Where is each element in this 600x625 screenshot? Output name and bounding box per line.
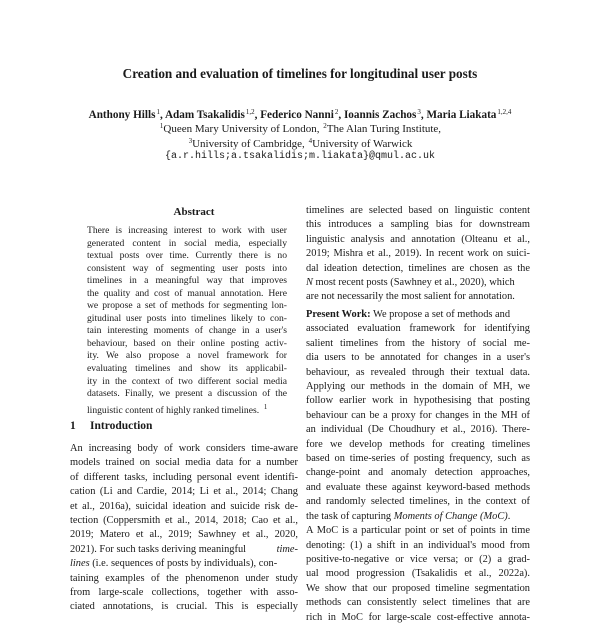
body-line: 2019; Matero et al., 2019; Sawhney et al., 2020, xyxy=(70,529,298,541)
body-line: ual mood progression (Tsakalidis et al., 2022a). xyxy=(306,568,530,580)
section-title: Introduction xyxy=(90,420,153,432)
affiliation-mark: 4 xyxy=(308,137,313,145)
body-line xyxy=(306,510,530,524)
affiliation-line xyxy=(0,137,600,150)
body-line: An increasing body of work considers time-aware xyxy=(70,443,298,454)
body-line: follow earlier work in hypothesising that posting xyxy=(306,395,530,407)
affiliation-text: Queen Mary University of London, xyxy=(163,123,323,135)
affiliation-mark: 3 xyxy=(188,137,193,145)
body-text-italic: lines xyxy=(70,558,90,570)
present-work-paragraph xyxy=(306,308,530,625)
body-text: the task of capturing xyxy=(306,510,394,522)
body-line: change-point and anomaly detection approaches, xyxy=(306,467,530,479)
author-name: Anthony Hills xyxy=(88,109,156,121)
body-line: salient timelines from the history of social me- xyxy=(306,337,530,349)
body-text: 2021). For such tasks deriving meaningful xyxy=(70,543,247,555)
body-line xyxy=(70,543,298,557)
author-name: Ioannis Zachos xyxy=(343,109,417,121)
run-in-heading: Present Work: xyxy=(306,309,371,320)
body-line: et al., 2016a), suicidal ideation and suicide risk de- xyxy=(70,500,298,512)
author-affiliation-mark: 1,2,4 xyxy=(497,108,512,116)
footnote-mark: 1 xyxy=(263,402,268,411)
body-text: We propose a set of methods and xyxy=(370,309,511,320)
body-line: cation (Li and Cardie, 2014; Li et al., 2014; Chang xyxy=(70,486,298,498)
affiliation-text: The Alan Turing Institute, xyxy=(326,123,442,135)
body-line: methods can consistently select timelines that are xyxy=(306,597,530,609)
body-line: associated evaluation framework for identifying xyxy=(306,323,530,335)
author-name: Maria Liakata xyxy=(426,109,497,121)
body-line: of different tasks, including personal event identifi- xyxy=(70,471,298,483)
introduction-body xyxy=(70,442,298,615)
author-list: Anthony Hills$^1$, Adam Tsakalidis$^{1,2}$, Federico Nanni$^2$, Ioannis Zachos$^3$, Maria Liakata$^{1,2,4}$ xyxy=(88,108,512,121)
body-line: We show that our proposed timeline segmentation xyxy=(306,582,530,594)
body-line: dia users to be annotated for changes in a user's xyxy=(306,352,530,364)
body-line: and randomly selected timelines, in the context of xyxy=(306,496,530,508)
paper-title: Creation and evaluation of timelines for longitudinal user posts xyxy=(122,66,478,81)
abstract-line: tain interesting moments of change in a user's xyxy=(87,325,287,337)
abstract-line: ity. We also propose a novel framework for xyxy=(87,350,287,362)
body-line: Applying our methods in the domain of MH, we xyxy=(306,381,530,393)
abstract-line: behaviour, based on their online posting activ- xyxy=(87,337,287,349)
abstract-heading: Abstract xyxy=(173,206,215,218)
body-line xyxy=(306,308,530,322)
body-line: behaviour, as revealed through their textual data. xyxy=(306,366,530,378)
affiliation-mark: 2 xyxy=(323,122,327,130)
body-line xyxy=(306,276,530,290)
body-text-italic: time- xyxy=(276,543,298,555)
body-line: linguistic analysis and annotation (Olteanu et al., xyxy=(306,233,530,245)
author-name: Adam Tsakalidis xyxy=(164,109,245,121)
abstract-text: linguistic content of highly ranked timelines. xyxy=(87,404,260,416)
body-line: taining examples of the phenomenon under study xyxy=(70,572,298,584)
section-number: 1 xyxy=(70,420,76,432)
section-heading-introduction xyxy=(70,420,152,432)
abstract-line: generated content in social media, especially xyxy=(87,237,287,249)
abstract-line: the quality and cost of manual annotation. Here xyxy=(87,287,287,299)
body-line: are not necessarily the most salient for annotation. xyxy=(306,291,515,303)
abstract-line: we propose a set of methods for segmenting lon- xyxy=(87,300,287,312)
abstract-body xyxy=(87,225,287,417)
body-line: ciated annotations, is crucial. This is especially xyxy=(70,601,298,613)
author-affiliation-mark: 3 xyxy=(417,108,421,116)
body-text: most recent posts (Sawhney et al., 2020), which xyxy=(312,277,515,289)
body-line: dal ideation detection, timelines are chosen as the xyxy=(306,262,530,274)
body-text: . xyxy=(507,510,511,522)
column-two-top-paragraph xyxy=(306,204,530,305)
affiliation-line xyxy=(0,122,600,135)
body-text: (i.e. sequences of posts by individuals), con- xyxy=(89,558,278,570)
affiliation-text: University of Cambridge, xyxy=(192,138,308,150)
abstract-line: evaluating timelines and show its applicabil- xyxy=(87,363,287,375)
body-line: tection (Coppersmith et al., 2014, 2018; Cao et al., xyxy=(70,515,298,527)
body-line: models trained on social media data for a number xyxy=(70,457,298,469)
author-name: Federico Nanni xyxy=(260,109,334,121)
abstract-line: There is increasing interest to work with user xyxy=(87,225,287,236)
body-line: and evaluate these against keyword-based methods xyxy=(306,481,530,493)
body-line: this introduces a sampling bias for downstream xyxy=(306,219,530,231)
body-line: fore we develop methods for creating timelines xyxy=(306,438,530,450)
affiliation-text: University of Warwick xyxy=(312,138,413,150)
body-line: A MoC is a particular point or set of points in time xyxy=(306,525,530,537)
affiliation-mark: 1 xyxy=(159,122,164,130)
body-line xyxy=(70,557,298,571)
abstract-line xyxy=(87,401,287,418)
abstract-line: datasets. Finally, we present a discussion of the xyxy=(87,388,287,400)
body-line: behaviour can be a proxy for changes in the MH of xyxy=(306,409,530,421)
author-email: {a.r.hills;a.tsakalidis;m.liakata}@qmul.ac.uk xyxy=(164,151,436,162)
author-affiliation-mark: 2 xyxy=(334,108,339,116)
body-line: from large-scale collections, together with asso- xyxy=(70,587,298,599)
body-line: positive-to-negative or vice versa; or (2) a grad- xyxy=(306,553,530,565)
body-line: based on time-series of posting frequency, such as xyxy=(306,453,530,465)
body-line: an individual (De Choudhury et al., 2016). There- xyxy=(306,424,530,436)
author-affiliation-mark: 1 xyxy=(156,108,160,116)
body-line: rich in MoC for large-scale cost-effective annota- xyxy=(306,611,530,623)
body-line: denoting: (1) a shift in an individual's mood from xyxy=(306,539,530,551)
abstract-line: consistent way of segmenting user posts into xyxy=(87,262,287,274)
abstract-line: gitudinal user posts into timelines likely to con- xyxy=(87,312,287,324)
math-variable: N xyxy=(306,277,313,289)
abstract-line: timelines in a meaningful way that improves xyxy=(87,275,287,287)
body-line: 2019; Mishra et al., 2019). In recent work on suici- xyxy=(306,248,530,260)
body-text-italic: Moments of Change (MoC) xyxy=(393,510,508,522)
abstract-line: ity in the context of two different social media xyxy=(87,375,287,387)
abstract-line: textual posts over time. Currently there is no xyxy=(87,250,287,262)
author-affiliation-mark: 1,2 xyxy=(245,108,255,116)
body-line: timelines are selected based on linguistic content xyxy=(306,205,530,216)
